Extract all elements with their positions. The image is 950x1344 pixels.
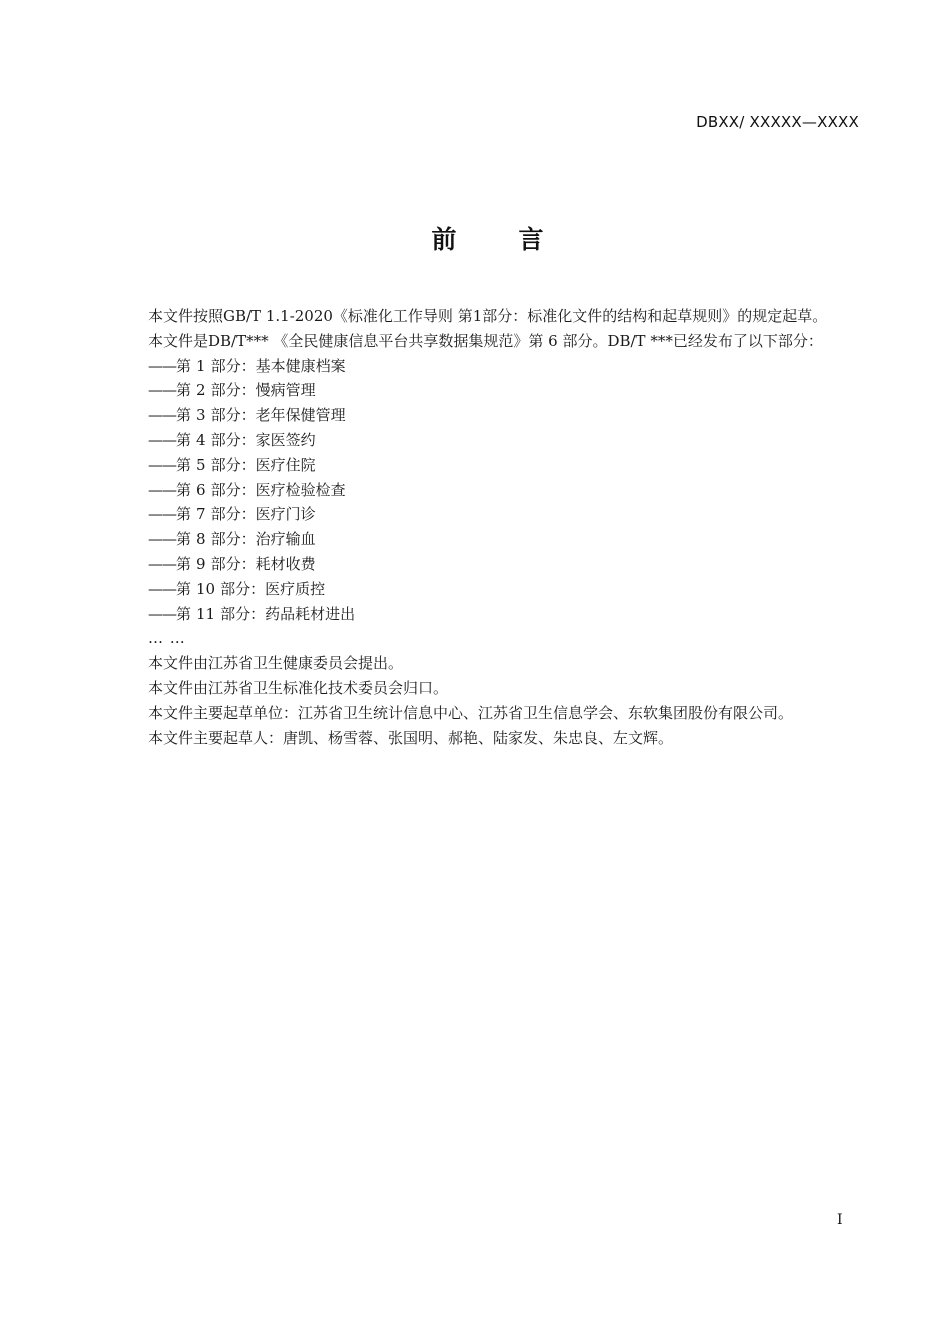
- list-item: ——第 8 部分：治疗输血: [148, 530, 316, 549]
- parts-list: [113, 354, 859, 627]
- list-item: ——第 6 部分：医疗检验检查: [148, 480, 346, 499]
- list-item: ——第 4 部分：家医签约: [148, 430, 316, 449]
- list-ellipsis: … …: [148, 629, 186, 648]
- document-body: [113, 304, 859, 750]
- paragraph-drafting-units: 本文件主要起草单位：江苏省卫生统计信息中心、江苏省卫生信息学会、东软集团股份有限公司。: [148, 703, 794, 722]
- page-number: I: [837, 1212, 843, 1228]
- paragraph-drafting-basis: 本文件按照GB/T 1.1-2020《标准化工作导则 第1部分：标准化文件的结构和起草规则》的规定起草。: [148, 307, 828, 325]
- paragraph-administrator: 本文件由江苏省卫生标准化技术委员会归口。: [148, 678, 449, 697]
- page-title: [0, 220, 950, 256]
- list-item: ——第 11 部分：药品耗材进出: [148, 604, 356, 623]
- list-item: ——第 9 部分：耗材收费: [148, 554, 316, 573]
- title-char-1: 前: [431, 225, 457, 254]
- list-item: ——第 2 部分：慢病管理: [148, 381, 316, 400]
- list-item: ——第 5 部分：医疗住院: [148, 455, 316, 474]
- list-item: ——第 7 部分：医疗门诊: [148, 505, 316, 524]
- list-item: ——第 10 部分：医疗质控: [148, 579, 326, 598]
- paragraph-series-info: 本文件是DB/T*** 《全民健康信息平台共享数据集规范》第 6 部分。DB/T ***已经发布了以下部分：: [148, 331, 823, 350]
- paragraph-proposer: 本文件由江苏省卫生健康委员会提出。: [148, 654, 404, 673]
- list-item: ——第 1 部分：基本健康档案: [148, 356, 346, 375]
- document-code: DBXX/ XXXXX—XXXX: [696, 113, 859, 131]
- paragraph-drafters: 本文件主要起草人：唐凯、杨雪蓉、张国明、郝艳、陆家发、朱忠良、左文辉。: [148, 728, 674, 747]
- list-item: ——第 3 部分：老年保健管理: [148, 406, 346, 425]
- title-char-2: 言: [518, 225, 544, 254]
